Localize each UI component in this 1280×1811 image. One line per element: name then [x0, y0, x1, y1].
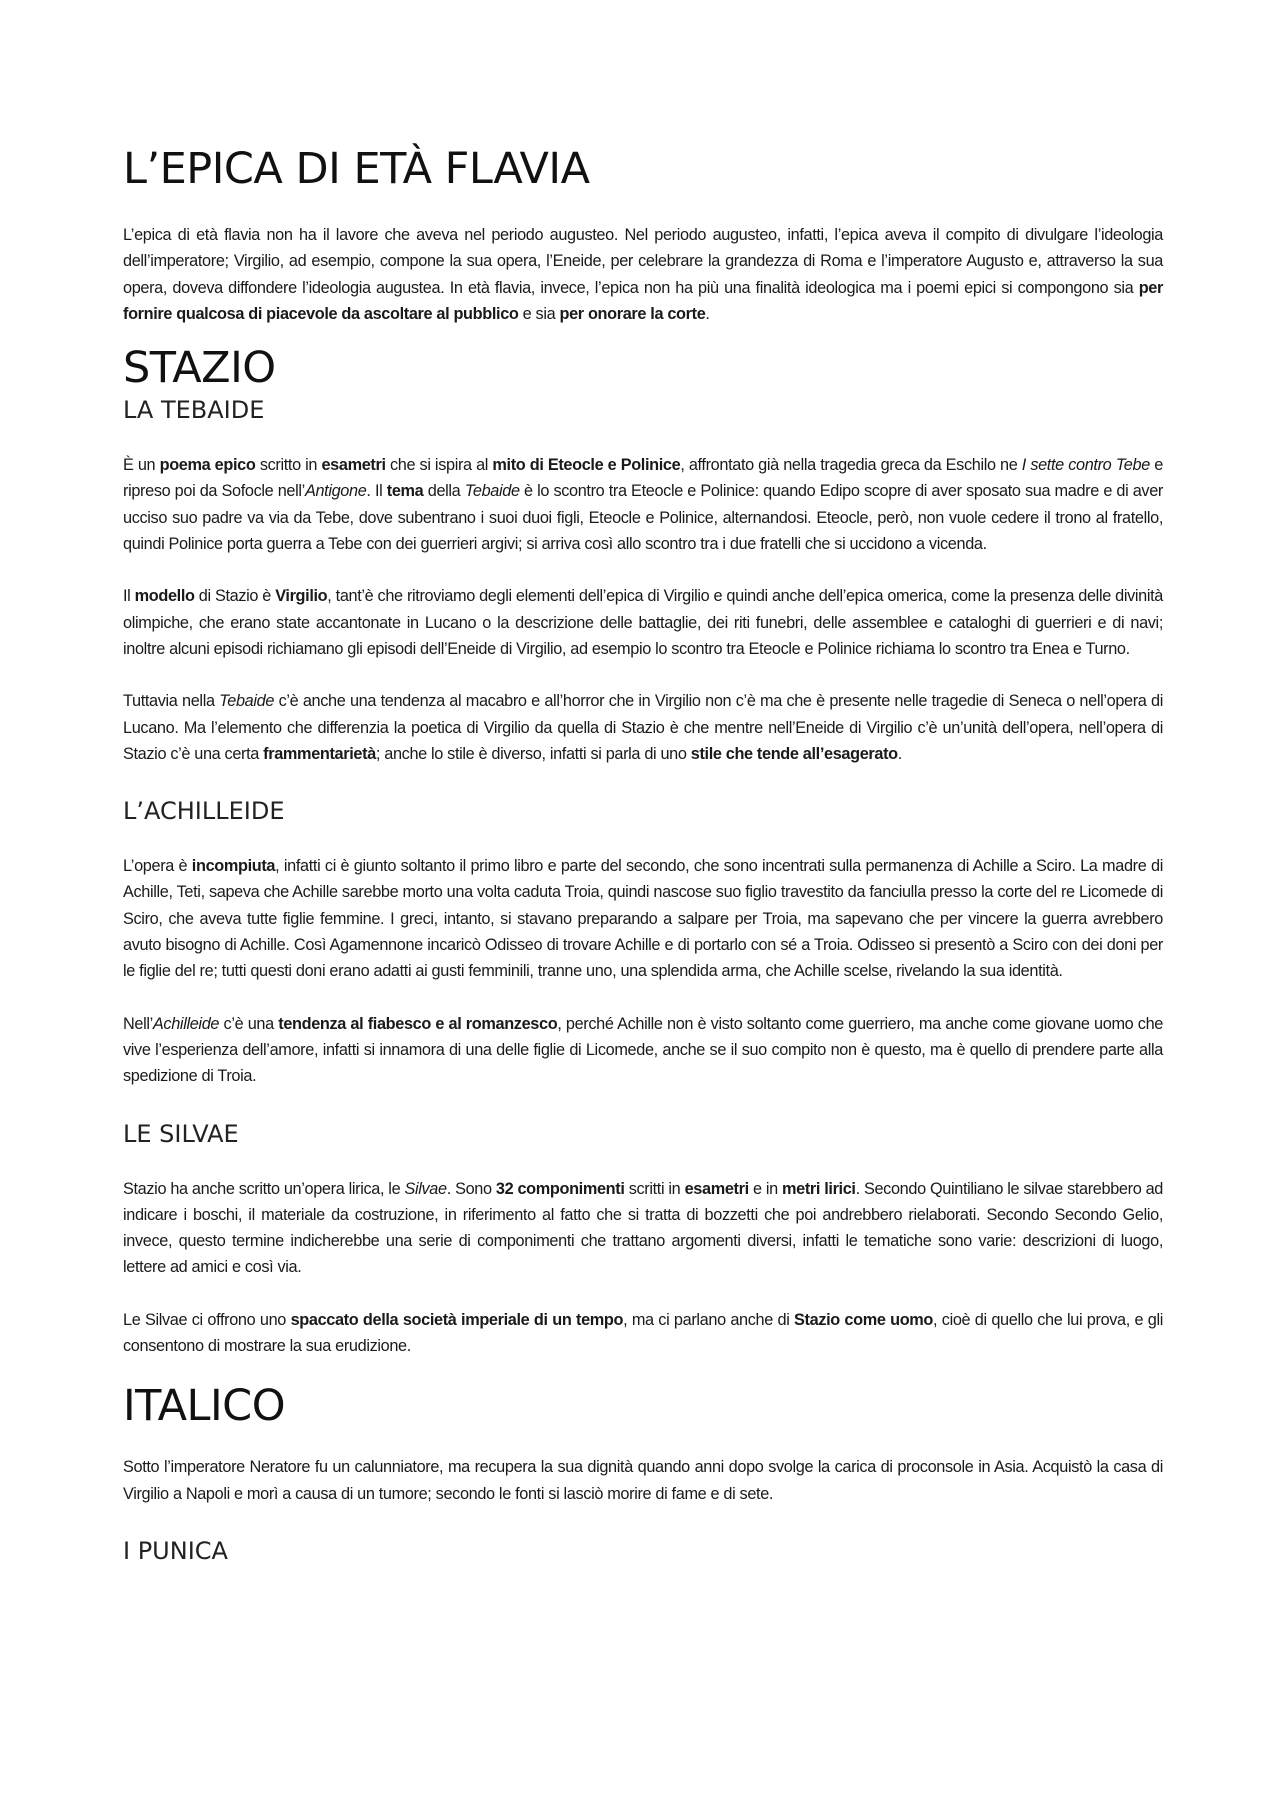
section-title-stazio: STAZIO — [123, 343, 276, 394]
text-run: . Sono — [446, 1179, 496, 1198]
text-run: , tant’è che ritroviamo degli elementi dell’epica di Virgilio e quindi anche dell’epica omerica, come la presenza delle divinità olimpiche, che erano state accantonate in Lucano o la descrizione delle battaglie, dei riti funebri, delle assemblee e cataloghi di guerrieri e di navi; inoltre alcuni episodi richiamano gli episodi dell’Eneide di Virgilio, ad esempio lo scontro tra Eteocle e Polinice richiama lo scontro tra Enea e Turno. — [123, 587, 1163, 658]
silvae-paragraph-2 — [123, 1307, 1163, 1360]
text-run: , infatti ci è giunto soltanto il primo libro e parte del secondo, che sono incentrati sulla permanenza di Achille a Sciro. La madre di Achille, Teti, sapeva che Achille sarebbe morto una volta caduta Troia, quindi nascose suo figlio travestito da fanciulla presso la corte del re Licomede di Sciro, che aveva tutte figlie femmine. I greci, intanto, si stavano preparando a salpare per Troia, ma sapevano che per vincere la guerra avrebbero avuto bisogno di Achille. Così Agamennone incaricò Odisseo di trovare Achille e di portarlo con sé a Troia. Odisseo si presentò a Sciro con dei doni per le figlie del re; tutti questi doni erano adatti ai gusti femminili, tranne uno, una splendida arma, che Achille scelse, rivelando la sua identità. — [123, 857, 1163, 981]
text-run: L’epica di età flavia non ha il lavore che aveva nel periodo augusteo. Nel periodo augusteo, infatti, l’epica aveva il compito di divulgare l’ideologia dell’imperatore; Virgilio, ad esempio, compone la sua opera, l’Eneide, per celebrare la grandezza di Roma e l’imperatore Augusto e, attraverso la sua opera, doveva diffondere l’ideologia augustea. In età flavia, invece, l’epica non ha più una finalità ideologica ma i poemi epici si compongono sia — [123, 226, 1163, 297]
document-page — [123, 144, 1163, 1565]
tebaide-paragraph-3 — [123, 688, 1163, 767]
subsection-title-silvae: LE SILVAE — [123, 1119, 239, 1148]
text-run: . — [705, 304, 710, 323]
tebaide-paragraph-2 — [123, 583, 1163, 662]
text-run: , affrontato già nella tragedia greca da Eschilo ne — [680, 456, 1022, 475]
bold-text: metri lirici — [781, 1179, 856, 1198]
text-run: che si ispira al — [385, 456, 493, 475]
bold-text: spaccato della società imperiale di un tempo — [290, 1310, 624, 1329]
text-run: e ripreso poi da Sofocle nell’ — [123, 456, 1163, 501]
bold-text: 32 componimenti — [495, 1179, 625, 1198]
italic-text: Tebaide — [219, 692, 275, 711]
text-run: Il — [123, 587, 135, 606]
text-run: è lo scontro tra Eteocle e Polinice: quando Edipo scopre di aver sposato sua madre e di aver ucciso suo padre va via da Tebe, dove subentrano i suoi duoi figli, Eteocle e Polinice, alternandosi. Eteocle, però, non vuole cedere il trono al fratello, quindi Polinice porta guerra a Tebe con dei guerrieri argivi; si arriva così allo scontro tra i due fratelli che si uccidono a vicenda. — [123, 482, 1163, 554]
achilleide-paragraph-1 — [123, 853, 1163, 984]
text-run: È un — [123, 456, 160, 475]
text-run: Nell’ — [123, 1014, 153, 1033]
italic-text: Achilleide — [152, 1014, 220, 1033]
bold-text: mito di Eteocle e Polinice — [492, 456, 681, 475]
text-run: Tuttavia nella — [123, 692, 220, 711]
italico-paragraph: Sotto l’imperatore Neratore fu un calunniatore, ma recupera la sua dignità quando anni dopo svolge la carica di proconsole in Asia. Acquistò la casa di Virgilio a Napoli e morì a causa di un tumore; secondo le fonti si lasciò morire di fame e di sete. — [123, 1458, 1163, 1503]
bold-text: Virgilio — [275, 587, 328, 606]
text-run: e sia — [518, 304, 560, 323]
text-run: c’è una — [219, 1014, 279, 1033]
subsection-title-tebaide: LA TEBAIDE — [123, 396, 265, 425]
italic-text: Tebaide — [464, 482, 520, 501]
bold-text: incompiuta — [191, 857, 276, 876]
text-run: L’opera è — [123, 857, 192, 876]
bold-text: frammentarietà — [263, 744, 376, 763]
tebaide-paragraph-1 — [123, 452, 1163, 557]
italic-text: Silvae — [404, 1179, 447, 1198]
text-run: . Il — [366, 482, 387, 501]
text-run: scritti in — [624, 1179, 685, 1198]
italic-text: Antigone — [304, 482, 367, 501]
achilleide-paragraph-2 — [123, 1011, 1163, 1090]
bold-text: per onorare la corte — [559, 304, 706, 323]
text-run: della — [423, 482, 465, 501]
intro-paragraph — [123, 222, 1163, 327]
bold-text: per fornire qualcosa di piacevole da ascoltare al pubblico — [123, 278, 1163, 323]
section-title-italico: ITALICO — [123, 1381, 286, 1432]
italic-text: I sette contro Tebe — [1021, 456, 1150, 475]
text-run: , perché Achille non è visto soltanto come guerriero, ma anche come giovane uomo che vive l’esperienza dell’amore, infatti si innamora di una delle figlie di Licomede, anche se il suo compito non è questo, ma è quello di prendere parte alla spedizione di Troia. — [123, 1014, 1163, 1086]
text-run: ; anche lo stile è diverso, infatti si parla di uno — [375, 744, 691, 763]
document-title: L’EPICA DI ETÀ FLAVIA — [123, 144, 590, 194]
text-run: . — [897, 744, 902, 763]
bold-text: esametri — [321, 456, 386, 475]
text-run: e in — [748, 1179, 782, 1198]
text-run: , ma ci parlano anche di — [623, 1310, 795, 1329]
text-run: , cioè di quello che lui prova, e gli consentono di mostrare la sua erudizione. — [123, 1310, 1163, 1356]
bold-text: stile che tende all’esagerato — [690, 744, 898, 763]
text-run: c’è anche una tendenza al macabro e all’horror che in Virgilio non c’è ma che è presente nelle tragedie di Seneca o nell’opera di Lucano. Ma l’elemento che differenzia la poetica di Virgilio da quella di Stazio è che mentre nell’Eneide di Virgilio c’è un’unità dell’opera, nell’opera di Stazio c’è una certa — [123, 692, 1163, 763]
bold-text: poema epico — [159, 456, 256, 475]
text-run: scritto in — [255, 456, 322, 475]
subsection-title-punica: I PUNICA — [123, 1536, 228, 1565]
text-run: . Secondo Quintiliano le silvae starebbero ad indicare i boschi, il materiale da costruzione, in riferimento al fatto che si tratta di bozzetti che poi andrebbero rielaborati. Secondo Secondo Gelio, invece, questo termine indicherebbe una serie di componimenti che trattano argomenti diversi, infatti le tematiche sono varie: descrizioni di luogo, lettere ad amici e così via. — [123, 1179, 1163, 1277]
text-run: Le Silvae ci offrono uno — [123, 1310, 291, 1329]
bold-text: tema — [386, 482, 424, 501]
bold-text: Stazio come uomo — [794, 1310, 934, 1329]
text-run: Stazio ha anche scritto un’opera lirica, le — [123, 1179, 405, 1198]
bold-text: esametri — [684, 1179, 749, 1198]
text-run: di Stazio è — [194, 587, 276, 606]
silvae-paragraph-1 — [123, 1176, 1163, 1281]
bold-text: tendenza al fiabesco e al romanzesco — [278, 1014, 558, 1033]
subsection-title-achilleide: L’ACHILLEIDE — [123, 797, 285, 826]
bold-text: modello — [134, 587, 195, 606]
